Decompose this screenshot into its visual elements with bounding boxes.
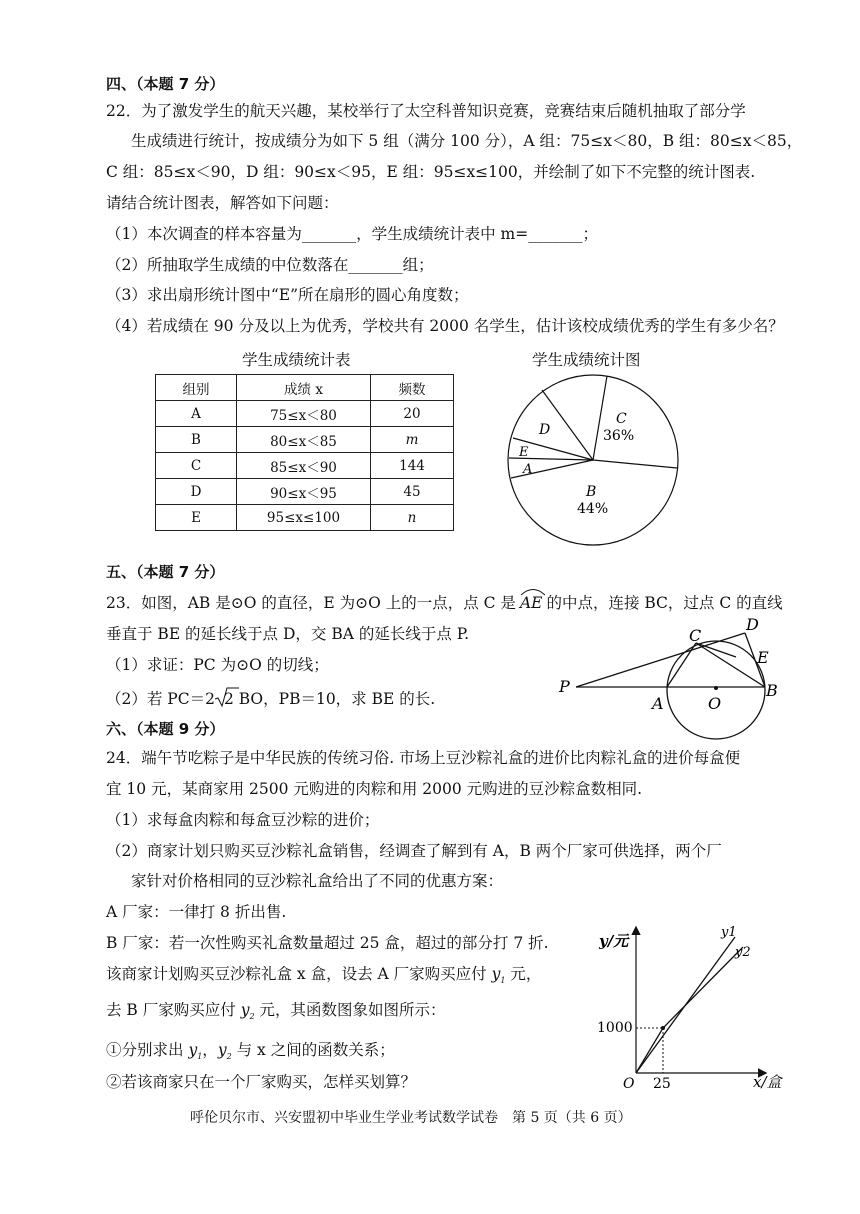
pie-sector-lines [509,376,677,478]
center-dot [714,686,718,690]
q22-part-3: （3）求出扇形统计图中“E”所在扇形的圆心角度数； [106,286,469,304]
plan-b: B 厂家：若一次性购买礼盒数量超过 25 盒，超过的部分打 7 折. [106,934,549,952]
q23-text: 23．如图，AB 是⊙O 的直径，E 为⊙O 上的一点，点 C 是 [106,594,516,612]
table-cell: E [156,505,237,531]
line-ce [696,643,736,657]
q22-part-4: （4）若成绩在 90 分及以上为优秀，学校共有 2000 名学生，估计该校成绩优秀的学生有多少名？ [106,317,784,335]
section-4-heading: 四、（本题 7 分） [106,75,225,93]
q23-p2-text: （2）若 PC＝2 [106,690,215,708]
q24-text: ①分别求出 [106,1041,189,1059]
origin-label: O [623,1076,635,1092]
q22-part-2: （2）所抽取学生成绩的中位数落在_______组； [106,256,434,274]
plan-a: A 厂家：一律打 8 折出售. [106,903,287,921]
table-row [156,479,454,505]
pie-label-d: D [539,422,551,438]
function-graph [595,922,795,1092]
table-cell: 20 [371,401,454,427]
label-b: B [766,681,778,700]
label-d: D [746,615,759,634]
q23-line-2: 垂直于 BE 的延长线于点 D，交 BA 的延长线于点 P. [106,625,469,643]
sqrt: 2 [215,689,234,709]
sqrt-symbol [215,687,239,709]
q24-line-1: 24．端午节吃粽子是中华民族的传统习俗. 市场上豆沙粽礼盒的进价比肉粽礼盒的进价每盒便 [106,749,741,767]
line-ca [667,643,696,687]
pie-label-c: C [616,411,627,427]
q24-setup-1 [106,964,541,991]
q23-p2-text: BO，PB＝10，求 BE 的长. [233,690,436,708]
table-cell: D [156,479,237,505]
y2-symbol: $y_2$ [217,1041,232,1062]
table-title: 学生成绩统计表 [242,351,351,369]
table-cell: 95≤x≤100 [237,505,371,531]
q24-part-2-cont: 家针对价格相同的豆沙粽礼盒给出了不同的优惠方案： [131,872,504,890]
table-cell: A [156,401,237,427]
q24-sub-1 [106,1040,395,1067]
table-cell: 85≤x＜90 [237,453,371,479]
table-cell: 90≤x＜95 [237,479,371,505]
geometry-figure [555,612,785,740]
q24-sub-2: ②若该商家只在一个厂家购买，怎样买划算？ [106,1073,417,1091]
table-row [156,505,454,531]
q24-part-2: （2）商家计划只购买豆沙粽礼盒销售，经调查了解到有 A，B 两个厂家可供选择，两个厂 [106,842,722,860]
q22-line-3: C 组：85≤x＜90，D 组：90≤x＜95，E 组：95≤x≤100，并绘制了如下不完整的统计图表. [106,163,756,181]
q24-text: 元， [505,965,542,983]
table-row [156,427,454,453]
tick-25: 25 [653,1076,671,1092]
table-cell: m [371,427,454,453]
section-6-heading: 六、（本题 9 分） [106,720,225,738]
table-cell: 80≤x＜85 [237,427,371,453]
q23-part-1: （1）求证：PC 为⊙O 的切线； [106,656,329,674]
line-pd [576,633,745,687]
table-header: 组别 [156,375,237,401]
q23-text: 的中点，连接 BC，过点 C 的直线 [546,594,783,612]
intersection-dot [661,1026,665,1030]
score-table [155,374,454,531]
table-cell: C [156,453,237,479]
arc-symbol [520,587,546,597]
pie-label-b: B [586,484,597,500]
table-header: 成绩 x [237,375,371,401]
table-header: 频数 [371,375,454,401]
q22-line-1: 22．为了激发学生的航天兴趣，某校举行了太空科普知识竞赛，竞赛结束后随机抽取了部分学 [106,102,746,120]
y2-symbol: $y_2$ [240,1001,255,1022]
q24-setup-2 [106,1000,445,1027]
label-o: O [708,694,722,713]
q22-line-4: 请结合统计图表，解答如下问题： [106,194,339,212]
table-cell: 45 [371,479,454,505]
pie-label-e: E [519,445,529,460]
q24-text: 该商家计划购买豆沙粽礼盒 x 盒，设去 A 厂家购买应付 [106,965,492,983]
label-p: P [559,677,570,696]
label-y2: y2 [735,945,751,960]
pie-label-c-pct: 36% [603,428,635,444]
y-axis-label: y/元 [599,932,629,950]
pie-label-a: A [523,462,533,477]
label-y1: y1 [721,925,737,940]
q22-line-2: 生成绩进行统计，按成绩分为如下 5 组（满分 100 分），A 组：75≤x＜80，B 组：80≤x＜85， [131,132,803,150]
table-cell: 75≤x＜80 [237,401,371,427]
pie-chart [505,372,685,552]
x-axis-label: x/盒 [753,1073,782,1091]
q22-part-1: （1）本次调查的样本容量为_______，学生成绩统计表中 m=_______； [106,225,598,243]
pie-label-b-pct: 44% [577,501,609,517]
tick-1000: 1000 [597,1020,633,1036]
q24-text: ， [202,1041,218,1059]
line-y2 [636,947,743,1073]
y1-symbol: $y_1$ [188,1041,203,1062]
label-c: C [689,626,702,645]
label-e: E [757,648,769,667]
table-row [156,401,454,427]
table-header-row [156,375,454,401]
table-cell: n [371,505,454,531]
table-cell: 144 [371,453,454,479]
table-row [156,453,454,479]
page-footer: 呼伦贝尔市、兴安盟初中毕业生学业考试数学试卷 第 5 页（共 6 页） [190,1110,632,1126]
table-cell: B [156,427,237,453]
pie-title: 学生成绩统计图 [532,351,641,369]
q23-line-1 [106,593,783,613]
y1-symbol: $y_1$ [491,965,506,986]
q24-line-2: 宜 10 元，某商家用 2500 元购进的肉粽和用 2000 元购进的豆沙粽盒数相同. [106,780,643,798]
q24-part-1: （1）求每盒肉粽和每盒豆沙粽的进价； [106,811,380,829]
q24-text: 与 x 之间的函数关系； [231,1041,395,1059]
q24-text: 去 B 厂家购买应付 [106,1001,241,1019]
section-5-heading: 五、（本题 7 分） [106,563,225,581]
arc-ae: AE [520,594,543,612]
q24-text: 元，其函数图象如图所示： [254,1001,446,1019]
q23-part-2 [106,689,435,709]
line-cb [696,643,765,687]
label-a: A [652,694,664,713]
